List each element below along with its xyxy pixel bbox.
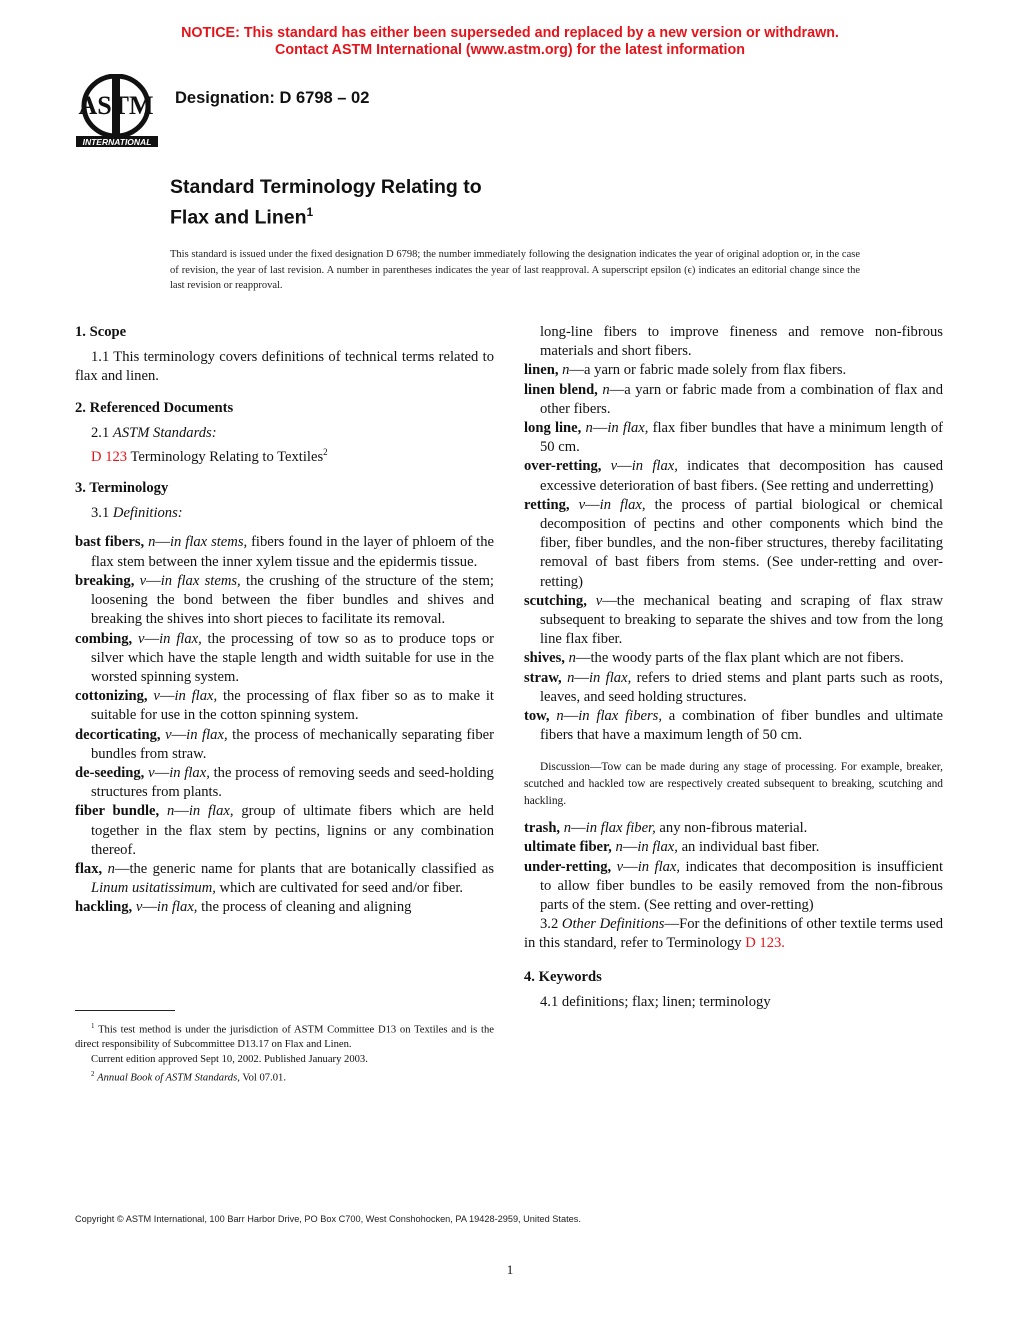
- refdocs-link[interactable]: D 123: [91, 448, 128, 465]
- def-term: linen,: [524, 362, 559, 379]
- definition-item: cottonizing, v—in flax, the processing of flax fiber so as to make it suitable for use in the cotton spinning system.: [75, 688, 494, 724]
- keywords-heading: 4. Keywords: [524, 968, 602, 985]
- def-text: a yarn or fabric made from a combination of flax and other fibers.: [540, 381, 944, 417]
- def-term: tow,: [524, 708, 550, 725]
- astm-logo: [72, 74, 162, 150]
- other-defs-label: Other Definitions: [561, 916, 665, 933]
- def-domain: in flax,: [188, 803, 234, 820]
- def-text: the woody parts of the flax plant which are not fibers.: [590, 650, 904, 667]
- def-pos: n: [585, 420, 593, 437]
- scope-text: 1.1 This terminology covers definitions of technical terms related to flax and linen.: [75, 349, 494, 385]
- def-term: under-retting,: [524, 858, 612, 875]
- def-domain: in flax stems,: [160, 572, 241, 589]
- definition-item: tow, n—in flax fibers, a combination of fiber bundles and ultimate fibers that have a maximum length of 50 cm.: [524, 708, 944, 744]
- issued-statement: This standard is issued under the fixed designation D 6798; the number immediately following the designation indicates the year of original adoption or, in the case of revision, the year of last revision. A number in parentheses indicates the year of last reapproval. A superscript epsilon (ϵ) indicates an editorial change since the last revision or reapproval.: [170, 249, 860, 291]
- def-text: the generic name for plants that are botanically classified as: [129, 860, 494, 877]
- def-pos: v: [139, 572, 147, 589]
- def-domain: in flax,: [607, 420, 649, 437]
- refdocs-heading: 2. Referenced Documents: [75, 399, 234, 416]
- def-text: an individual bast fiber.: [677, 839, 820, 856]
- def-pos: n: [615, 839, 623, 856]
- definition-item: scutching, v—the mechanical beating and scraping of flax straw subsequent to breaking to separate the shives and tow from the long line flax fiber.: [524, 592, 943, 648]
- def-domain: in flax,: [637, 839, 678, 856]
- refdocs-sub-label: ASTM Standards:: [112, 424, 217, 441]
- definition-continuation: long-line fibers to improve fineness and remove non-fibrous materials and short fibers.: [540, 324, 943, 360]
- def-pos: v: [578, 496, 586, 513]
- definition-item: straw, n—in flax, refers to dried stems and plant parts such as roots, leaves, and seed holding structures.: [524, 669, 943, 705]
- definition-item: under-retting, v—in flax, indicates that decomposition is insufficient to allow fiber bundles to be easily removed from the non-fibrous parts of the stem. (See retting and over-retting): [524, 858, 943, 914]
- def-domain: in flax fiber,: [585, 820, 656, 837]
- other-defs-link[interactable]: D 123.: [745, 935, 785, 952]
- def-pos: n: [166, 803, 175, 820]
- def-term: fiber bundle,: [75, 803, 160, 820]
- def-domain: in flax stems,: [170, 534, 248, 551]
- def-term: over-retting,: [524, 458, 602, 475]
- def-text: the process of mechanically separating fiber bundles from straw.: [91, 726, 494, 762]
- right-column: [524, 323, 943, 1012]
- def-term: hackling,: [75, 899, 133, 916]
- title-line-2: Flax and Linen: [170, 206, 307, 229]
- refdocs-entry: [75, 443, 494, 467]
- def-pos: n: [567, 669, 575, 686]
- def-domain: in flax,: [174, 688, 218, 705]
- def-text: the processing of tow so as to produce tops or silver which have the staple length and width suitable for use in the worsted spinning system.: [91, 630, 494, 685]
- def-term: cottonizing,: [75, 688, 148, 705]
- logo-letters: ASTM: [78, 91, 154, 120]
- keywords-text: 4.1 definitions; flax; linen; terminology: [540, 993, 771, 1010]
- footnotes: [75, 1019, 494, 1086]
- def-text: a combination of fiber bundles and ultimate fibers that have a maximum length of 50 cm.: [540, 708, 944, 744]
- def-text: indicates that decomposition is insufficient to allow fiber bundles to be easily removed from the non-fibrous parts of the stem. (See retting and over-retting): [540, 858, 943, 914]
- left-column: [75, 323, 494, 918]
- def-domain: in flax,: [186, 726, 228, 743]
- footnote-1-num: 1: [91, 1022, 95, 1030]
- definition-item: breaking, v—in flax stems, the crushing of the structure of the stem; loosening the bond between the fiber bundles and shives and breaking the shives into short pieces to facilitate its removal.: [75, 572, 494, 628]
- definition-item: over-retting, v—in flax, indicates that decomposition has caused excessive deterioration of bast fibers. (See retting and underretting): [524, 458, 943, 494]
- title-footnote-ref: 1: [306, 205, 314, 219]
- refdocs-sub-num: 2.1: [91, 424, 110, 441]
- def-text: which are cultivated for seed and/or fiber.: [215, 880, 464, 897]
- definition-item: fiber bundle, n—in flax, group of ultimate fibers which are held together in the flax stem by pectins, lignins or any combination thereof.: [75, 803, 494, 858]
- definition-item: de-seeding, v—in flax, the process of removing seeds and seed-holding structures from plants.: [75, 764, 494, 801]
- def-domain: in flax,: [156, 899, 198, 916]
- refdocs-footnote-ref: 2: [323, 447, 328, 458]
- definition-item: flax, n—the generic name for plants that are botanically classified as Linum usitatissimum, which are cultivated for seed and/or fiber.: [75, 860, 494, 897]
- title-line-1: Standard Terminology Relating to: [170, 176, 482, 198]
- definition-item: combing, v—in flax, the processing of tow so as to produce tops or silver which have the staple length and width suitable for use in the worsted spinning system.: [75, 630, 494, 685]
- def-text: the crushing of the structure of the stem; loosening the bond between the fiber bundles and shives and breaking the shives into short pieces to facilitate its removal.: [91, 572, 494, 628]
- def-domain: in flax fibers,: [578, 708, 662, 725]
- def-domain: in flax,: [169, 764, 210, 781]
- def-term: decorticating,: [75, 726, 161, 743]
- page-number: 1: [506, 1262, 514, 1277]
- notice-banner: [0, 25, 1020, 59]
- def-term: breaking,: [75, 572, 135, 589]
- def-term: shives,: [524, 650, 565, 667]
- notice-line-2: Contact ASTM International (www.astm.org) for the latest information: [275, 42, 745, 58]
- definition-item: bast fibers, n—in flax stems, fibers found in the layer of phloem of the flax stem between the inner xylem tissue and the epidermis tissue.: [75, 534, 494, 570]
- def-pos: n: [568, 650, 576, 667]
- def-text: the processing of flax fiber so as to make it suitable for use in the cotton spinning system.: [91, 688, 494, 724]
- def-text: refers to dried stems and plant parts such as roots, leaves, and seed holding structures.: [540, 669, 943, 705]
- copyright: Copyright © ASTM International, 100 Barr Harbor Drive, PO Box C700, West Conshohocken, PA 19428-2959, United States.: [75, 1214, 581, 1224]
- def-domain: in flax,: [599, 496, 646, 513]
- def-pos: n: [107, 860, 115, 877]
- def-pos: v: [153, 688, 160, 705]
- def-term: ultimate fiber,: [524, 839, 612, 856]
- def-pos: v: [148, 764, 155, 781]
- def-domain: in flax,: [159, 630, 202, 647]
- refdocs-sub: [75, 424, 494, 443]
- def-term: linen blend,: [524, 381, 598, 398]
- def-term: straw,: [524, 669, 562, 686]
- def-term: retting,: [524, 496, 570, 513]
- footnote-divider: [75, 1010, 175, 1011]
- def-text: the mechanical beating and scraping of flax straw subsequent to breaking to separate the shives and tow from the long line flax fiber.: [540, 592, 943, 648]
- footnote-2-num: 2: [91, 1070, 95, 1079]
- def-pos: n: [556, 708, 564, 725]
- def-pos: v: [135, 899, 143, 916]
- definition-item: linen blend, n—a yarn or fabric made from a combination of flax and other fibers.: [524, 381, 944, 417]
- footnote-1: [75, 1019, 494, 1053]
- def-domain: in flax,: [637, 858, 681, 875]
- other-defs-text: —For the definitions of other textile terms used in this standard, refer to Terminology: [524, 916, 944, 952]
- def-domain: in flax,: [588, 669, 632, 686]
- footnote-2: [75, 1067, 494, 1086]
- def-text: the process of partial biological or chemical decomposition of pectins and other components which bind the fiber, fiber bundles, and the non-fiber structures, thereby facilitating removal of bast fibers from stems. (See under-retting and over-retting): [540, 496, 943, 590]
- notice-line-1: NOTICE: This standard has either been superseded and replaced by a new version or withdrawn.: [181, 25, 839, 41]
- definition-item: decorticating, v—in flax, the process of mechanically separating fiber bundles from straw.: [75, 726, 494, 762]
- defs-num: 3.1: [91, 505, 110, 522]
- def-text: group of ultimate fibers which are held together in the flax stem by pectins, lignins or any combination thereof.: [91, 803, 494, 858]
- def-term: trash,: [524, 820, 561, 837]
- definition-item: linen, n—a yarn or fabric made solely from flax fibers.: [524, 362, 847, 379]
- def-term: flax,: [75, 860, 103, 877]
- def-text: flax fiber bundles that have a minimum length of 50 cm.: [540, 420, 943, 456]
- def-text: indicates that decomposition has caused excessive deterioration of bast fibers. (See retting and underretting): [540, 458, 943, 494]
- def-pos: n: [602, 381, 610, 398]
- def-text: fibers found in the layer of phloem of the flax stem between the inner xylem tissue and the epidermis tissue.: [91, 534, 494, 570]
- def-pos: v: [616, 858, 624, 875]
- definition-item: shives, n—the woody parts of the flax plant which are not fibers.: [524, 650, 904, 667]
- scope-heading: 1. Scope: [75, 324, 127, 340]
- refdocs-title: Terminology Relating to Textiles: [130, 448, 324, 465]
- def-pos: v: [595, 592, 603, 609]
- terminology-heading: 3. Terminology: [75, 480, 169, 497]
- def-term: scutching,: [524, 592, 587, 609]
- definition-item: trash, n—in flax fiber, any non-fibrous material.: [524, 820, 808, 837]
- footnote-1-text: This test method is under the jurisdiction of ASTM Committee D13 on Textiles and is the direct responsibility of Subcommittee D13.17 on Flax and Linen.: [75, 1024, 494, 1051]
- def-text: the process of cleaning and aligning: [197, 899, 412, 916]
- definitions-sub: [75, 504, 494, 523]
- definition-item: long line, n—in flax, flax fiber bundles that have a minimum length of 50 cm.: [524, 420, 943, 456]
- document-title: [170, 175, 482, 231]
- definition-item: ultimate fiber, n—in flax, an individual bast fiber.: [524, 839, 820, 856]
- footnote-1-edition: Current edition approved Sept 10, 2002. Published January 2003.: [91, 1053, 368, 1065]
- def-term: combing,: [75, 630, 133, 647]
- def-pos: v: [165, 726, 172, 743]
- def-domain: in flax,: [631, 458, 678, 475]
- logo-subtitle: INTERNATIONAL: [82, 137, 152, 147]
- footnote-2-italic: Annual Book of ASTM Standards: [97, 1072, 238, 1084]
- def-pos: n: [562, 362, 570, 379]
- other-defs-num: 3.2: [540, 916, 559, 933]
- discussion-note: Discussion—Tow can be made during any stage of processing. For example, breaker, scutched and hackled tow are respectively created subsequent to breaking, scutching and hackling.: [524, 761, 943, 807]
- defs-label: Definitions:: [112, 505, 183, 522]
- def-pos: v: [610, 458, 618, 475]
- designation: Designation: D 6798 – 02: [175, 89, 370, 107]
- def-text: a yarn or fabric made solely from flax fibers.: [584, 362, 847, 379]
- def-text: the process of removing seeds and seed-holding structures from plants.: [91, 764, 494, 801]
- def-pos: n: [563, 820, 572, 837]
- def-pos: v: [137, 630, 145, 647]
- def-term: bast fibers,: [75, 534, 145, 551]
- def-term: de-seeding,: [75, 764, 145, 781]
- def-term: long line,: [524, 420, 582, 437]
- other-definitions: [524, 915, 943, 953]
- definition-item: hackling, v—in flax, the process of cleaning and aligning: [75, 899, 412, 916]
- footnote-2-text: , Vol 07.01.: [237, 1072, 286, 1084]
- def-pos: n: [148, 534, 156, 551]
- definition-item: retting, v—in flax, the process of partial biological or chemical decomposition of pectins and other components which bind the fiber, fiber bundles, and the non-fiber structures, thereby facilitating removal of bast fibers from stems. (See under-retting and over-retting): [524, 496, 943, 590]
- def-italic: Linum usitatissimum,: [91, 880, 216, 897]
- def-text: any non-fibrous material.: [655, 820, 808, 837]
